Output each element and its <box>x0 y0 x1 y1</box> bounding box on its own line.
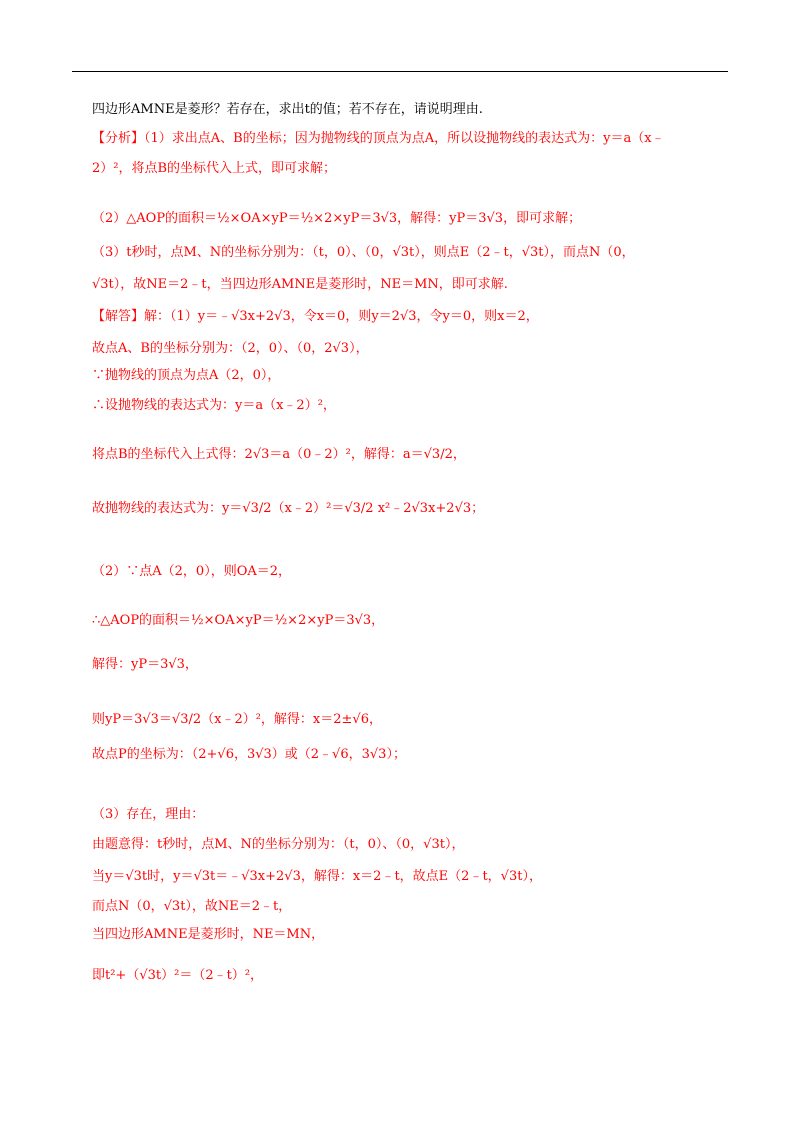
solution-line-6: 故抛物线的表达式为：y＝√3/2（x﹣2）²＝√3/2 x²﹣2√3x+2√3； <box>92 501 485 516</box>
part3-line-6: 即t²+（√3t）²＝（2﹣t）²， <box>92 968 264 983</box>
part2-line-3: 解得：yP＝3√3， <box>92 657 198 672</box>
analysis-line-3: （2）△AOP的面积＝½×OA×yP＝½×2×yP＝3√3，解得：yP＝3√3，即可求解； <box>92 211 582 226</box>
part3-line-4: 而点N（0，√3t），故NE＝2﹣t， <box>92 899 292 914</box>
part2-line-1: （2）∵点A（2，0），则OA＝2， <box>92 564 292 579</box>
part3-line-1: （3）存在，理由： <box>92 807 205 822</box>
part2-line-2: ∴△AOP的面积＝½×OA×yP＝½×2×yP＝3√3， <box>92 613 385 628</box>
header-rule <box>72 71 728 72</box>
solution-line-3: ∵抛物线的顶点为点A（2，0）， <box>92 368 281 383</box>
question-line: 四边形AMNE是菱形？若存在，求出t的值；若不存在，请说明理由. <box>92 102 483 117</box>
analysis-line-5: √3t），故NE＝2﹣t，当四边形AMNE是菱形时，NE＝MN，即可求解. <box>92 277 508 292</box>
analysis-line-1: 【分析】（1）求出点A、B的坐标；因为抛物线的顶点为点A，所以设抛物线的表达式为：y＝a（x﹣ <box>92 131 665 146</box>
part3-line-5: 当四边形AMNE是菱形时，NE＝MN， <box>92 927 325 942</box>
solution-line-4: ∴设抛物线的表达式为：y＝a（x﹣2）²， <box>92 398 336 413</box>
part2-line-5: 故点P的坐标为：（2+√6，3√3）或（2﹣√6，3√3）； <box>92 747 406 762</box>
solution-line-2: 故点A、B的坐标分别为：（2，0）、（0，2√3）， <box>92 341 369 356</box>
solution-line-1: 【解答】解：（1）y＝﹣√3x+2√3，令x＝0，则y＝2√3，令y＝0，则x＝2， <box>92 309 539 324</box>
analysis-line-2: 2）²，将点B的坐标代入上式，即可求解； <box>92 161 337 176</box>
part3-line-2: 由题意得：t秒时，点M、N的坐标分别为：（t，0）、（0，√3t）， <box>92 837 465 852</box>
solution-line-5: 将点B的坐标代入上式得：2√3＝a（0﹣2）²，解得：a＝√3/2， <box>92 447 466 462</box>
part2-line-4: 则yP＝3√3＝√3/2（x﹣2）²，解得：x＝2±√6， <box>92 712 382 727</box>
analysis-line-4: （3）t秒时，点M、N的坐标分别为：（t，0）、（0，√3t），则点E（2﹣t，√3t），而点N（0， <box>92 245 635 260</box>
part3-line-3: 当y＝√3t时，y＝√3t＝﹣√3x+2√3，解得：x＝2﹣t，故点E（2﹣t，√3t）， <box>92 869 542 884</box>
